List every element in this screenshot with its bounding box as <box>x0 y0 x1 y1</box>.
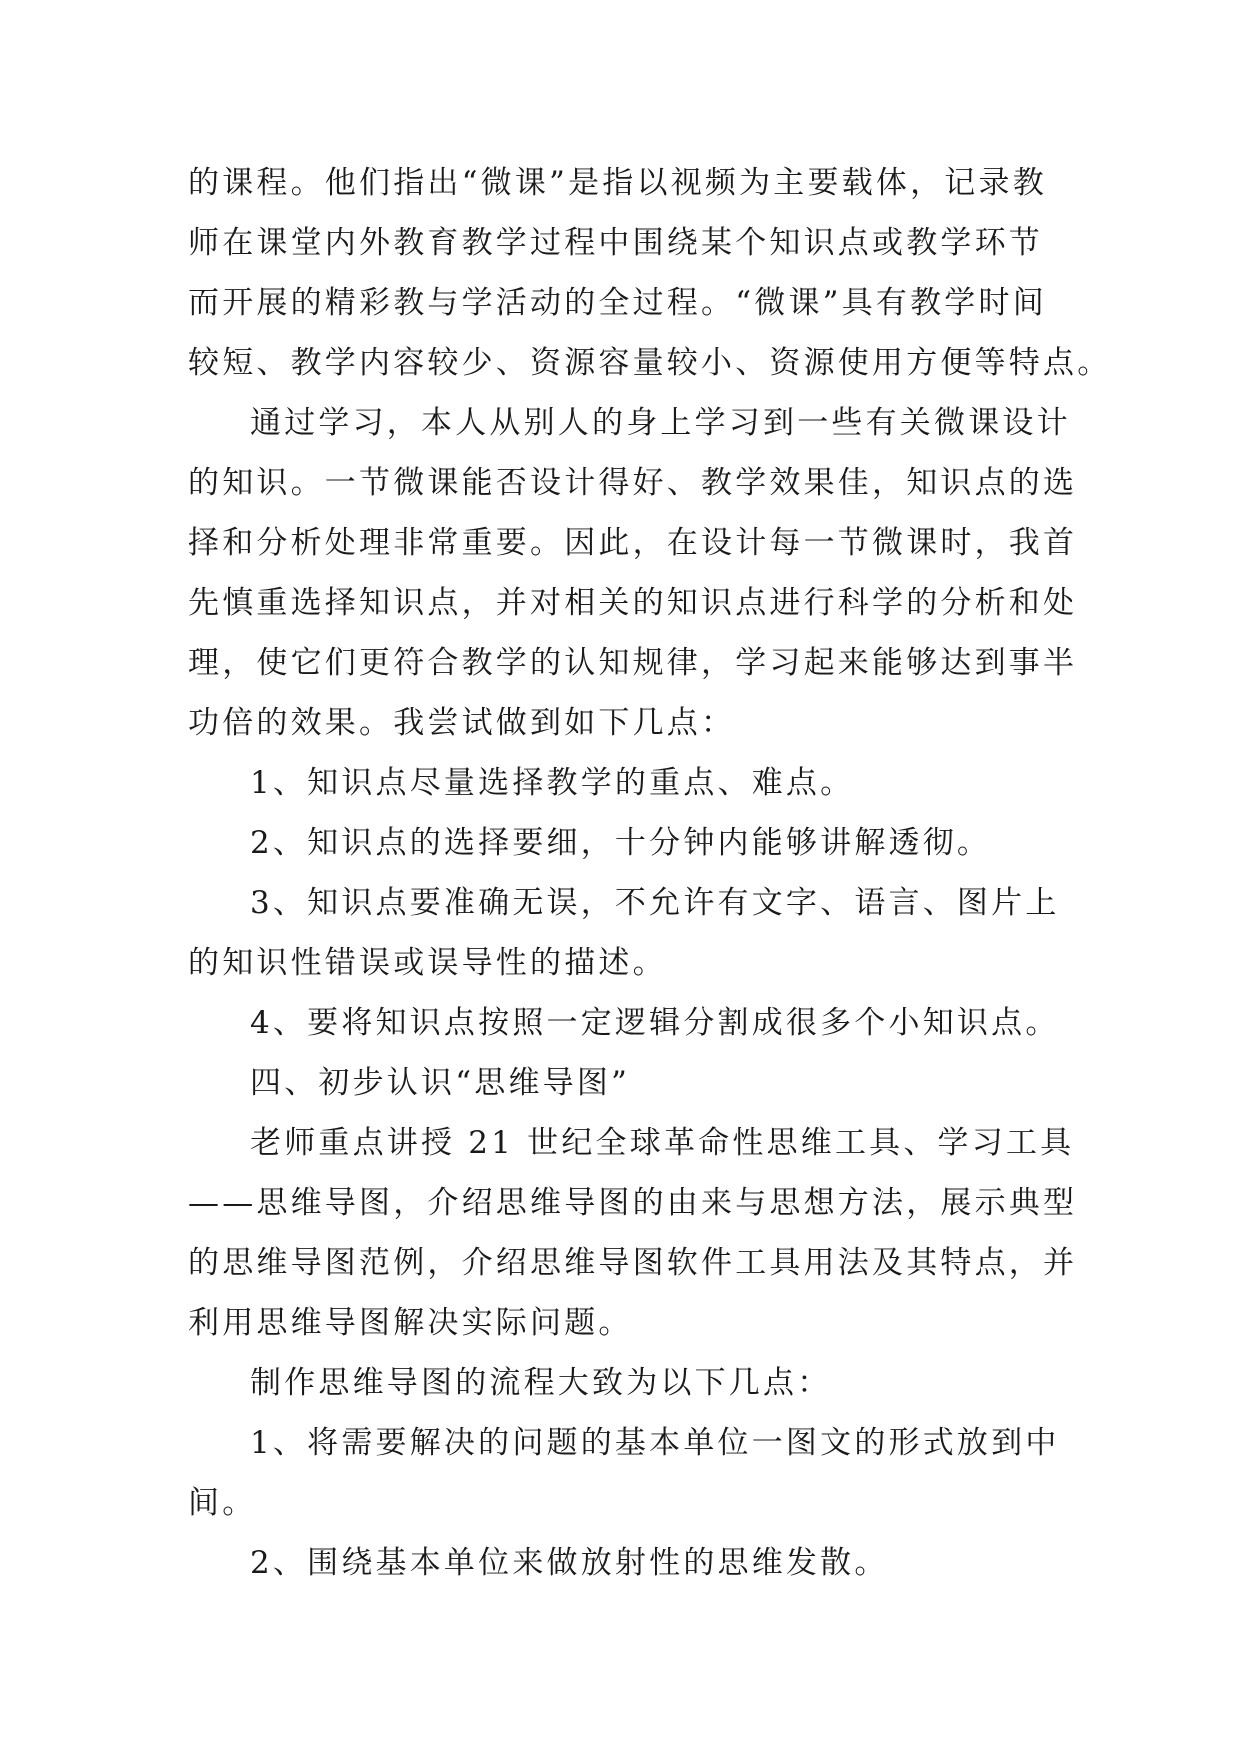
paragraph-start-line: 制作思维导图的流程大致为以下几点： <box>250 1365 832 1401</box>
list-item: 3、知识点要准确无误，不允许有文字、语言、图片上 <box>250 885 1060 921</box>
paragraph-start-line: 老师重点讲授 21 世纪全球革命性思维工具、学习工具 <box>250 1125 1075 1161</box>
text-line: 的知识性错误或误导性的描述。 <box>188 945 667 981</box>
list-item: 2、围绕基本单位来做放射性的思维发散。 <box>250 1545 889 1581</box>
text-line: 的知识。一节微课能否设计得好、教学效果佳，知识点的选 <box>188 465 1078 501</box>
list-item: 1、知识点尽量选择教学的重点、难点。 <box>250 765 855 801</box>
text-line: 师在课堂内外教育教学过程中围绕某个知识点或教学环节 <box>188 225 1043 261</box>
text-line: ——思维导图，介绍思维导图的由来与思想方法，展示典型 <box>188 1185 1078 1221</box>
section-heading: 四、初步认识“思维导图” <box>250 1065 631 1101</box>
text-line: 利用思维导图解决实际问题。 <box>188 1305 633 1341</box>
text-line: 间。 <box>188 1485 257 1521</box>
text-line: 功倍的效果。我尝试做到如下几点： <box>188 705 736 741</box>
text-line: 理，使它们更符合教学的认知规律，学习起来能够达到事半 <box>188 645 1078 681</box>
list-item: 4、要将知识点按照一定逻辑分割成很多个小知识点。 <box>250 1005 1060 1041</box>
list-item: 2、知识点的选择要细，十分钟内能够讲解透彻。 <box>250 825 992 861</box>
text-line: 先慎重选择知识点，并对相关的知识点进行科学的分析和处 <box>188 585 1078 621</box>
list-item: 1、将需要解决的问题的基本单位一图文的形式放到中 <box>250 1425 1060 1461</box>
text-line: 的思维导图范例，介绍思维导图软件工具用法及其特点，并 <box>188 1245 1078 1281</box>
text-line: 的课程。他们指出“微课”是指以视频为主要载体，记录教 <box>188 165 1047 201</box>
text-line: 择和分析处理非常重要。因此，在设计每一节微课时，我首 <box>188 525 1078 561</box>
text-line: 较短、教学内容较少、资源容量较小、资源使用方便等特点。 <box>188 345 1112 381</box>
text-line: 而开展的精彩教与学活动的全过程。“微课”具有教学时间 <box>188 285 1047 321</box>
paragraph-start-line: 通过学习，本人从别人的身上学习到一些有关微课设计 <box>250 405 1071 441</box>
